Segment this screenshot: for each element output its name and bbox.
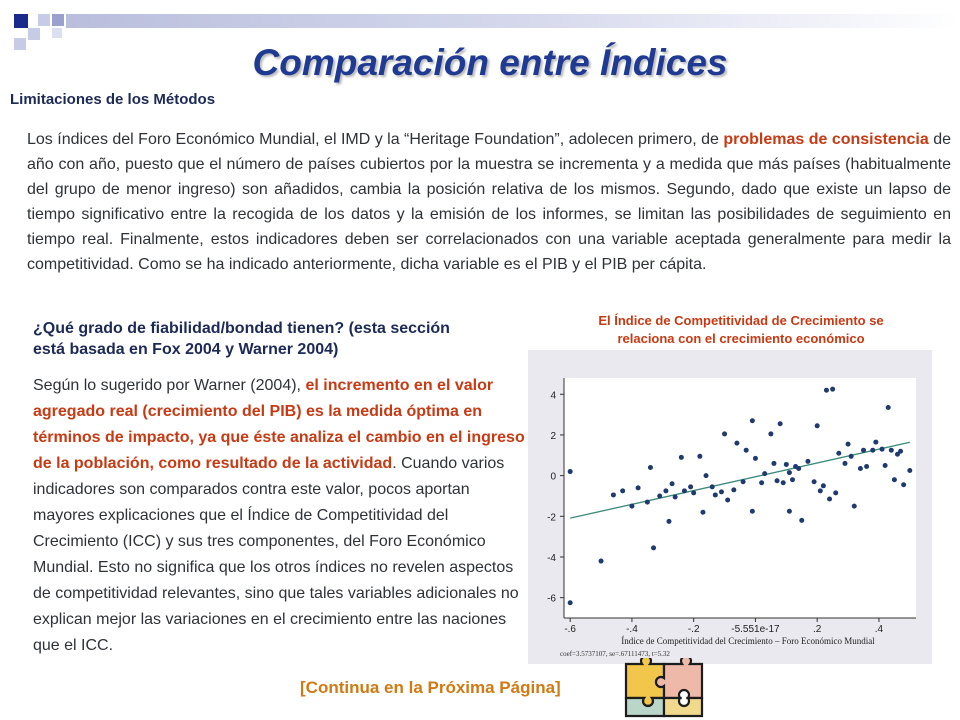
data-point xyxy=(750,509,755,514)
data-point xyxy=(907,468,912,473)
header-square-dark xyxy=(14,14,28,28)
data-point xyxy=(787,470,792,475)
data-point xyxy=(648,465,653,470)
x-tick-label: -.2 xyxy=(687,624,700,635)
data-point xyxy=(713,492,718,497)
x-tick-label: -.4 xyxy=(626,624,638,635)
data-point xyxy=(824,388,829,393)
warner-highlight: el incremento en el valor agregado real (crecimiento del PIB) es la medida óptima en términos de impacto, ya que éste analiza el cambio en el ingreso de la población, como resultado de la actividad xyxy=(33,377,525,472)
data-point xyxy=(741,479,746,484)
data-point xyxy=(620,488,625,493)
data-point xyxy=(568,600,573,605)
data-point xyxy=(889,448,894,453)
data-point xyxy=(700,510,705,515)
data-point xyxy=(697,454,702,459)
data-point xyxy=(673,494,678,499)
data-point xyxy=(679,455,684,460)
data-point xyxy=(744,448,749,453)
data-point xyxy=(759,480,764,485)
data-point xyxy=(790,477,795,482)
intro-text-start: Los índices del Foro Económico Mundial, el IMD y la “Heritage Foundation”, adolecen primero, de xyxy=(27,131,724,148)
data-point xyxy=(830,387,835,392)
x-axis-label: Índice de Competitividad del Crecimiento – Foro Económico Mundial xyxy=(621,636,875,646)
header-square-light xyxy=(28,28,40,40)
data-point xyxy=(599,559,604,564)
data-point xyxy=(880,447,885,452)
y-tick-label: -6 xyxy=(547,593,556,605)
data-point xyxy=(827,497,832,502)
data-point xyxy=(611,492,616,497)
data-point xyxy=(710,484,715,489)
data-point xyxy=(731,487,736,492)
header-square-mid xyxy=(52,14,64,26)
data-point xyxy=(805,459,810,464)
continue-label[interactable]: [Continua en la Próxima Página] xyxy=(300,678,561,697)
x-tick-label: .2 xyxy=(813,624,822,635)
scatter-chart xyxy=(528,350,932,664)
x-tick-label: -.6 xyxy=(564,624,577,635)
question-heading: ¿Qué grado de fiabilidad/bondad tienen? (esta sección está basada en Fox 2004 y Warner 2004) xyxy=(33,320,450,358)
intro-paragraph xyxy=(27,127,951,277)
data-point xyxy=(629,504,634,509)
data-point xyxy=(898,449,903,454)
y-tick-label: 2 xyxy=(550,430,556,442)
y-tick-label: 4 xyxy=(550,390,556,402)
data-point xyxy=(861,448,866,453)
data-point xyxy=(568,469,573,474)
data-point xyxy=(719,489,724,494)
data-point xyxy=(870,448,875,453)
data-point xyxy=(836,451,841,456)
data-point xyxy=(725,498,730,503)
warner-paragraph xyxy=(33,373,525,659)
data-point xyxy=(651,545,656,550)
data-point xyxy=(750,418,755,423)
data-point xyxy=(796,466,801,471)
data-point xyxy=(784,462,789,467)
data-point xyxy=(815,423,820,428)
warner-text-end: . Cuando varios indicadores son comparados contra este valor, pocos aportan mayores explicaciones que el Índice de Competitividad del Crecimiento (ICC) y sus tres componentes, del Foro Económico Mundial. Esto no significa que los otros índices no revelen aspectos de competitividad relevantes, sino que tales variables adicionales no explican mejor las variaciones en el crecimiento entre las naciones que el ICC. xyxy=(33,455,519,654)
data-point xyxy=(818,488,823,493)
data-point xyxy=(846,442,851,447)
data-point xyxy=(901,482,906,487)
y-tick-label: 0 xyxy=(550,471,556,483)
data-point xyxy=(645,500,650,505)
data-point xyxy=(892,477,897,482)
x-tick-label: -5.551e-17 xyxy=(731,624,780,635)
plot-area xyxy=(564,378,916,618)
data-point xyxy=(771,461,776,466)
data-point xyxy=(886,405,891,410)
data-point xyxy=(688,484,693,489)
data-point xyxy=(691,490,696,495)
header-gradient-bar xyxy=(66,14,960,28)
data-point xyxy=(799,518,804,523)
warner-text-start: Según lo sugerido por Warner (2004), xyxy=(33,377,306,394)
data-point xyxy=(722,431,727,436)
data-point xyxy=(812,479,817,484)
data-point xyxy=(778,421,783,426)
data-point xyxy=(768,431,773,436)
data-point xyxy=(666,519,671,524)
scatter-chart-panel xyxy=(528,350,932,664)
intro-highlight: problemas de consistencia xyxy=(723,131,929,148)
data-point xyxy=(734,441,739,446)
data-point xyxy=(663,488,668,493)
section-subtitle: Limitaciones de los Métodos xyxy=(10,91,216,108)
data-point xyxy=(883,463,888,468)
chart-caption: El Índice de Competitividad de Crecimiento se relaciona con el crecimiento económico xyxy=(598,313,884,346)
y-tick-label: -4 xyxy=(547,552,556,564)
data-point xyxy=(849,454,854,459)
data-point xyxy=(821,483,826,488)
data-point xyxy=(775,478,780,483)
page-title: Comparación entre Índices xyxy=(252,42,728,83)
puzzle-pieces-icon xyxy=(622,658,706,720)
data-point xyxy=(873,440,878,445)
data-point xyxy=(636,485,641,490)
y-tick-label: -2 xyxy=(547,512,556,524)
x-tick-label: .4 xyxy=(874,624,884,635)
data-point xyxy=(864,464,869,469)
header-square-light xyxy=(52,28,62,38)
data-point xyxy=(858,466,863,471)
data-point xyxy=(781,480,786,485)
data-point xyxy=(852,504,857,509)
data-point xyxy=(762,471,767,476)
data-point xyxy=(753,456,758,461)
regression-note: coef=3.5737107, se=.67111473, t=5.32 xyxy=(560,650,670,658)
header-square-light xyxy=(38,14,50,26)
data-point xyxy=(704,473,709,478)
data-point xyxy=(787,509,792,514)
data-point xyxy=(833,490,838,495)
data-point xyxy=(657,493,662,498)
data-point xyxy=(682,488,687,493)
data-point xyxy=(842,461,847,466)
intro-text-end: de año con año, puesto que el número de países cubiertos por la muestra se incrementa y a medida que más países (habitualmente del grupo de menor ingreso) son añadidos, cambia la posición relativa de los mismos. Segundo, dado que existe un lapso de tiempo significativo entre la recogida de los datos y la emisión de los informes, se limitan las posibilidades de seguimiento en tiempo real. Finalmente, estos indicadores deben ser correlacionados con una variable aceptada generalmente para medir la competitividad. Como se ha indicado anteriormente, dicha variable es el PIB y el PIB per cápita. xyxy=(27,131,951,273)
data-point xyxy=(670,481,675,486)
